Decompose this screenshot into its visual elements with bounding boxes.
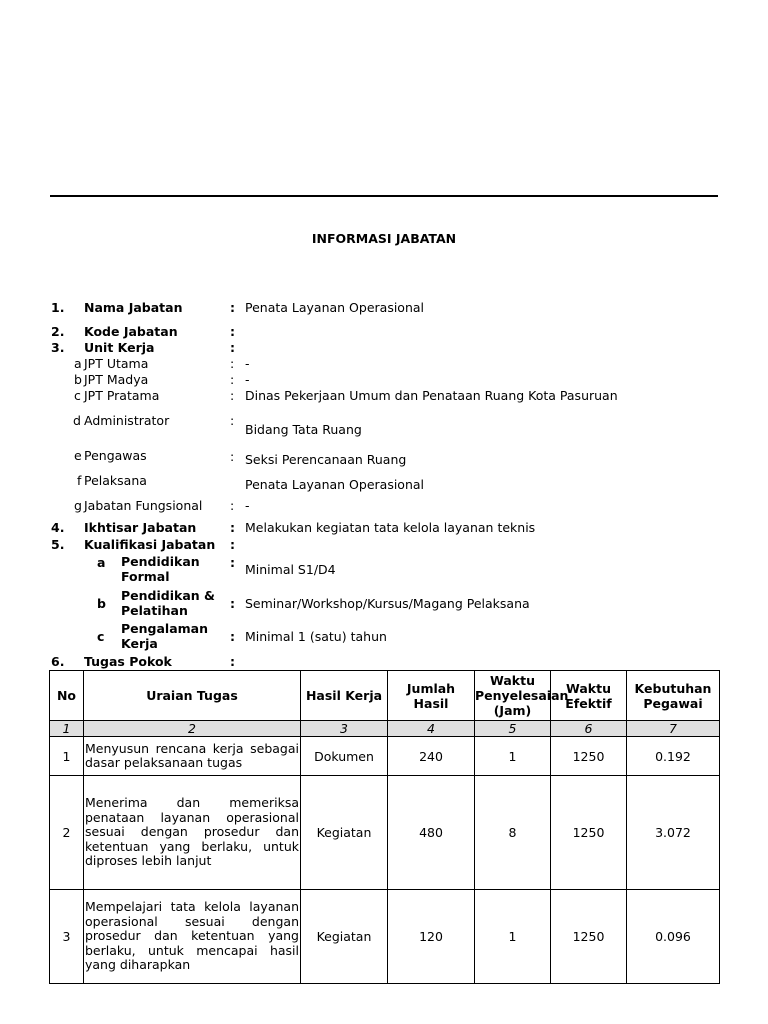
task-description: Mempelajari tata kelola layanan operasional sesuai dengan prosedur dan ketentuan yang berlaku, untuk mencapai hasil yang diharapkan — [84, 890, 301, 984]
work-result: Dokumen — [301, 737, 388, 776]
label-kualifikasi-jabatan: Kualifikasi Jabatan — [84, 537, 216, 552]
value-pendidikan-pelatihan: Seminar/Workshop/Kursus/Magang Pelaksana — [245, 596, 530, 611]
sub-letter: c — [97, 629, 105, 644]
tugas-table — [49, 670, 720, 984]
value-jpt-madya: - — [245, 372, 250, 387]
column-index: 2 — [84, 721, 301, 737]
work-result: Kegiatan — [301, 890, 388, 984]
sub-letter: g — [74, 498, 82, 513]
completion-time: 1 — [475, 737, 551, 776]
column-header: Waktu Efektif — [551, 671, 627, 721]
result-count: 120 — [388, 890, 475, 984]
work-result: Kegiatan — [301, 776, 388, 890]
label-jpt-madya: JPT Madya — [84, 372, 149, 387]
label-jpt-utama: JPT Utama — [84, 356, 149, 371]
row-number: 2 — [50, 776, 84, 890]
item-number: 3. — [51, 340, 65, 355]
column-index: 4 — [388, 721, 475, 737]
column-header: Kebutuhan Pegawai — [627, 671, 720, 721]
column-index: 1 — [50, 721, 84, 737]
table-row — [50, 737, 720, 776]
column-header: Uraian Tugas — [84, 671, 301, 721]
sub-letter: c — [74, 388, 81, 403]
row-number: 1 — [50, 737, 84, 776]
column-index: 6 — [551, 721, 627, 737]
item-number: 4. — [51, 520, 65, 535]
label-administrator: Administrator — [84, 413, 170, 428]
table-header-row — [50, 671, 720, 721]
label-kode-jabatan: Kode Jabatan — [84, 324, 178, 339]
value-administrator: Bidang Tata Ruang — [245, 422, 362, 437]
task-description: Menyusun rencana kerja sebagai dasar pelaksanaan tugas — [84, 737, 301, 776]
value-pengawas: Seksi Perencanaan Ruang — [245, 452, 407, 467]
completion-time: 8 — [475, 776, 551, 890]
value-pelaksana: Penata Layanan Operasional — [245, 477, 425, 492]
value-jpt-pratama: Dinas Pekerjaan Umum dan Penataan Ruang Kota Pasuruan — [245, 388, 618, 403]
label-nama-jabatan: Nama Jabatan — [84, 300, 183, 315]
label-pengawas: Pengawas — [84, 448, 147, 463]
colon: : — [230, 388, 235, 403]
column-header: Waktu Penyelesaian (Jam) — [475, 671, 551, 721]
item-number: 5. — [51, 537, 65, 552]
value-jpt-utama: - — [245, 356, 250, 371]
label-pendidikan-pelatihan-line1: Pendidikan & — [121, 588, 215, 603]
header-rule — [50, 195, 718, 197]
colon: : — [230, 596, 235, 611]
item-number: 6. — [51, 654, 65, 669]
colon: : — [230, 413, 235, 428]
label-jpt-pratama: JPT Pratama — [84, 388, 160, 403]
label-pendidikan-pelatihan-line2: Pelatihan — [121, 603, 188, 618]
colon: : — [230, 356, 235, 371]
column-index: 3 — [301, 721, 388, 737]
column-index: 5 — [475, 721, 551, 737]
value-ikhtisar-jabatan: Melakukan kegiatan tata kelola layanan teknis — [245, 520, 536, 535]
label-tugas-pokok: Tugas Pokok — [84, 654, 172, 669]
value-nama-jabatan: Penata Layanan Operasional — [245, 300, 425, 315]
column-header: Hasil Kerja — [301, 671, 388, 721]
value-jabatan-fungsional: - — [245, 498, 250, 513]
colon: : — [230, 629, 235, 644]
sub-letter: b — [97, 596, 106, 611]
colon: : — [230, 340, 235, 355]
sub-letter: d — [73, 413, 81, 428]
staff-need: 0.096 — [627, 890, 720, 984]
sub-letter: a — [97, 555, 106, 570]
colon: : — [230, 449, 235, 464]
column-header: Jumlah Hasil — [388, 671, 475, 721]
result-count: 240 — [388, 737, 475, 776]
column-header: No — [50, 671, 84, 721]
table-row — [50, 776, 720, 890]
item-number: 1. — [51, 300, 65, 315]
sub-letter: f — [77, 473, 82, 488]
colon: : — [230, 324, 235, 339]
document-title: INFORMASI JABATAN — [311, 231, 457, 246]
staff-need: 3.072 — [627, 776, 720, 890]
sub-letter: e — [74, 448, 82, 463]
column-index: 7 — [627, 721, 720, 737]
label-jabatan-fungsional: Jabatan Fungsional — [84, 498, 203, 513]
effective-time: 1250 — [551, 890, 627, 984]
colon: : — [230, 555, 235, 570]
label-pengalaman-kerja-line1: Pengalaman — [121, 621, 208, 636]
column-index-row — [50, 721, 720, 737]
label-pelaksana: Pelaksana — [84, 473, 147, 488]
table-row — [50, 890, 720, 984]
completion-time: 1 — [475, 890, 551, 984]
colon: : — [230, 498, 235, 513]
item-number: 2. — [51, 324, 65, 339]
sub-letter: a — [74, 356, 82, 371]
effective-time: 1250 — [551, 737, 627, 776]
label-pendidikan-formal-line1: Pendidikan — [121, 554, 200, 569]
staff-need: 0.192 — [627, 737, 720, 776]
colon: : — [230, 300, 235, 315]
value-pengalaman-kerja: Minimal 1 (satu) tahun — [245, 629, 387, 644]
effective-time: 1250 — [551, 776, 627, 890]
colon: : — [230, 654, 235, 669]
colon: : — [230, 537, 235, 552]
label-pengalaman-kerja-line2: Kerja — [121, 636, 158, 651]
task-description: Menerima dan memeriksa penataan layanan operasional sesuai dengan prosedur dan ketentuan yang berlaku, untuk diproses lebih lanjut — [84, 776, 301, 890]
value-pendidikan-formal: Minimal S1/D4 — [245, 562, 336, 577]
result-count: 480 — [388, 776, 475, 890]
label-ikhtisar-jabatan: Ikhtisar Jabatan — [84, 520, 197, 535]
label-unit-kerja: Unit Kerja — [84, 340, 155, 355]
colon: : — [230, 372, 235, 387]
colon: : — [230, 520, 235, 535]
label-pendidikan-formal-line2: Formal — [121, 569, 170, 584]
sub-letter: b — [74, 372, 82, 387]
row-number: 3 — [50, 890, 84, 984]
